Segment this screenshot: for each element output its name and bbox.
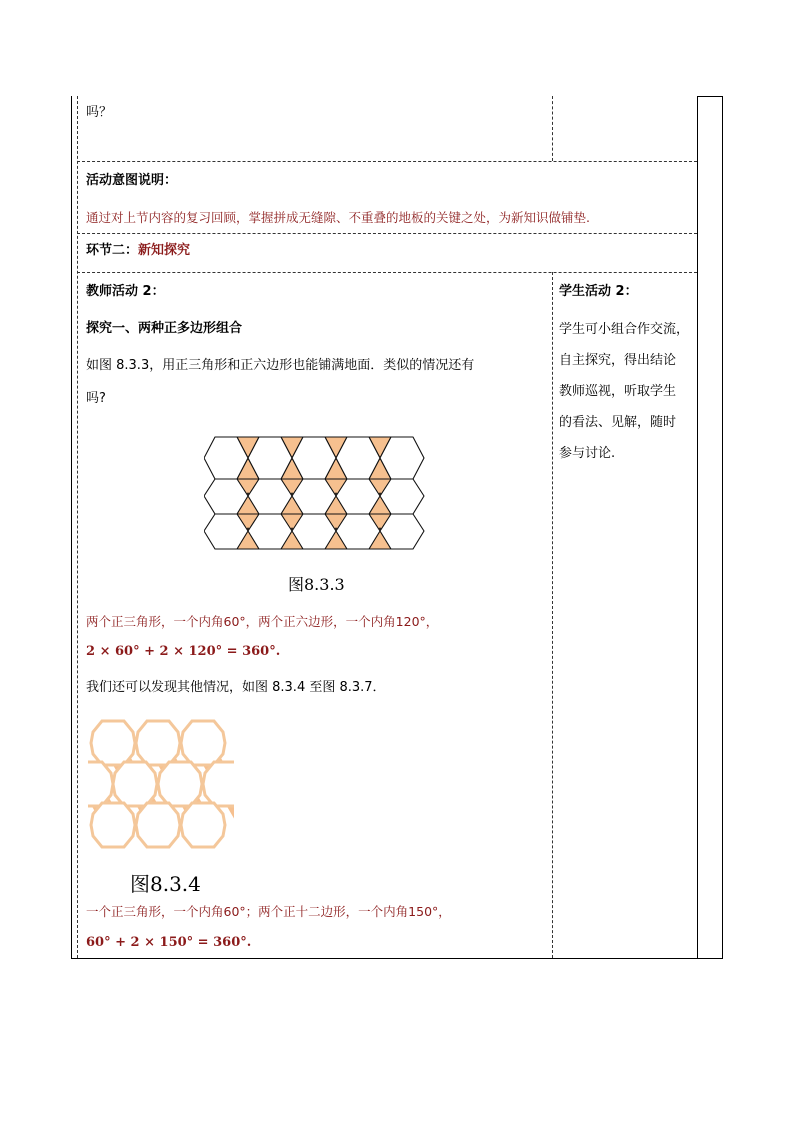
red-line-1: 两个正三角形，一个内角60°，两个正六边形，一个内角120°， [86,614,439,629]
red-line-3: 一个正三角形，一个内角60°；两个正十二边形，一个内角150°， [86,904,451,919]
student-line-3: 教师巡视，听取学生 [559,384,677,399]
section2-label-text: 环节二： [86,243,139,258]
student-heading: 学生活动 2： [559,284,638,299]
row2-bottom-dashed [77,233,697,234]
student-line-5: 参与讨论. [559,446,616,461]
outer-right-border [722,96,723,958]
paragraph1-line2: 吗? [86,391,106,406]
figure-8-3-4-caption: 图8.3.4 [130,872,201,896]
red-line-4: 60° + 2 × 150° = 360°. [86,935,252,950]
column-divider-main [552,272,553,958]
inner-right-border [697,96,698,958]
intent-body: 通过对上节内容的复习回顾，掌握拼成无缝隙、不重叠的地板的关键之处，为新知识做铺垫. [86,210,590,225]
student-line-4: 的看法、见解，随时 [559,415,677,430]
column-divider-top [552,96,553,161]
left-dashed-border [77,96,78,958]
top-border [697,96,723,97]
row1-bottom-dashed [77,161,697,162]
paragraph1-line1: 如图 8.3.3，用正三角形和正六边形也能铺满地面．类似的情况还有 [86,358,475,373]
intent-heading: 活动意图说明： [86,173,178,188]
section2-title: 新知探究 [138,243,191,258]
explore-title: 探究一、两种正多边形组合 [86,321,243,336]
student-line-1: 学生可小组合作交流， [559,322,690,337]
figure-8-3-4-tiling [88,718,238,852]
tiling-shapes [204,437,424,549]
figure-8-3-3-caption: 图8.3.3 [288,575,345,594]
outer-left-border [71,96,72,958]
row1-text: 吗？ [86,105,113,120]
section2-label [86,242,190,260]
paragraph2: 我们还可以发现其他情况，如图 8.3.4 至图 8.3.7． [86,680,386,695]
bottom-border [71,958,723,959]
red-line-2: 2 × 60° + 2 × 120° = 360°. [86,644,281,659]
teacher-heading: 教师活动 2： [86,284,165,299]
row3-bottom-dashed [77,272,697,273]
figure-8-3-3-tiling [204,434,426,552]
student-line-2: 自主探究，得出结论 [559,353,677,368]
